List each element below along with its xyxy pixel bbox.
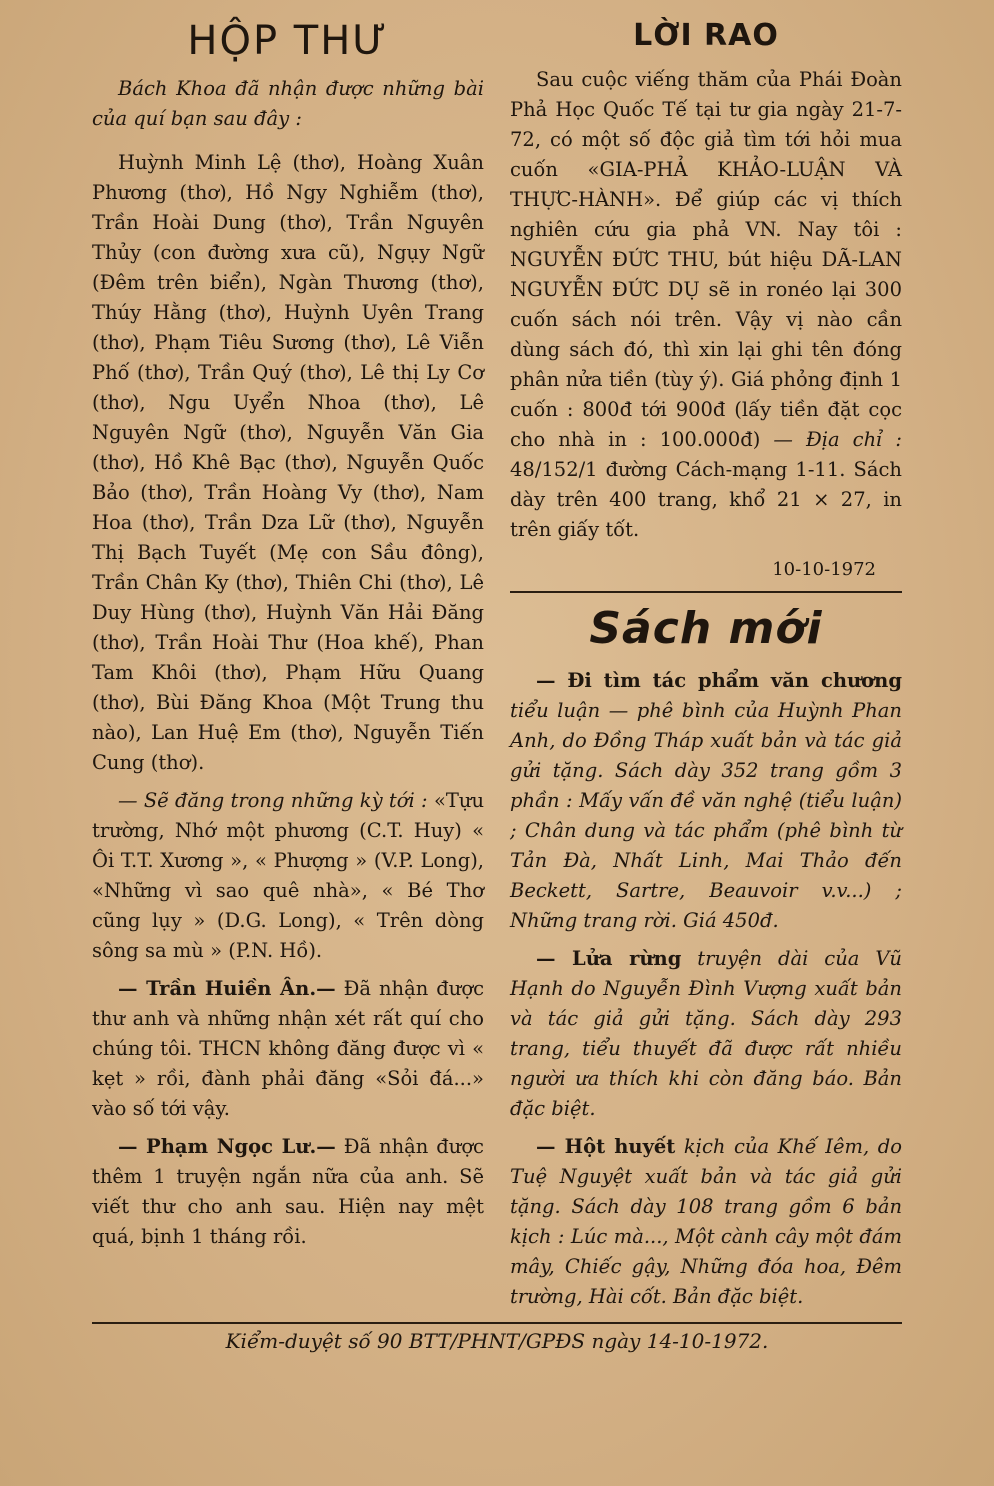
book-entry-1 (510, 666, 902, 936)
notice-text: Sau cuộc viếng thăm của Phái Đoàn Phả Học Quốc Tế tại tư gia ngày 21-7-72, có một số độc giả tìm tới hỏi mua cuốn «GIA-PHẢ KHẢO-LUẬN VÀ THỰC-HÀNH». Để giúp các vị thích nghiên cứu gia phả VN. Nay tôi : NGUYỄN ĐỨC THU, bút hiệu DÃ-LAN NGUYỄN ĐỨC DỤ sẽ in ronéo lại 300 cuốn sách nói trên. Vậy vị nào cần dùng sách đó, thì xin lại ghi tên đóng phân nửa tiền (tùy ý). Giá phỏng định 1 cuốn : 800đ tới 900đ (lấy tiền đặt cọc cho nhà in : 100.000đ) (510, 68, 902, 451)
book3-text: kịch của Khế Iêm, do Tuệ Nguyệt xuất bản và tác giả gửi tặng. Sách dày 108 trang gồm 6 bản kịch : Lúc mà..., Một cành cây một đám mây, Chiếc gậy, Những đóa hoa, Đêm trường, Hài cốt. Bản đặc biệt. (510, 1135, 903, 1308)
book2-text: truyện dài của Vũ Hạnh do Nguyễn Đình Vượng xuất bản và tác giả gửi tặng. Sách dày 293 trang, tiểu thuyết đã được rất nhiều người ưa thích khi còn đăng báo. Bản đặc biệt. (510, 947, 902, 1120)
mailbox-title: HỘP THƯ (187, 18, 389, 64)
book3-title: — Hột huyết (536, 1135, 676, 1158)
notice-date: 10-10-1972 (772, 559, 876, 580)
address-lead: — Địa chỉ : (773, 428, 902, 451)
received-works-list: Huỳnh Minh Lệ (thơ), Hoàng Xuân Phương (thơ), Hồ Ngy Nghiễm (thơ), Trần Hoài Dung (thơ), Trần Nguyên Thủy (con đường xưa cũ), Ngụy Ngữ (Đêm trên biển), Ngàn Thương (thơ), Thúy Hằng (thơ), Huỳnh Uyên Trang (thơ), Phạm Tiêu Sương (thơ), Lê Viễn Phố (thơ), Trần Quý (thơ), Lê thị Ly Cơ (thơ), Ngu Uyển Nhoa (thơ), Lê Nguyên Ngữ (thơ), Nguyễn Văn Gia (thơ), Hồ Khê Bạc (thơ), Nguyễn Quốc Bảo (thơ), Trần Hoàng Vy (thơ), Nam Hoa (thơ), Trần Dza Lữ (thơ), Nguyễn Thị Bạch Tuyết (Mẹ con Sầu đông), Trần Chân Ky (thơ), Thiên Chi (thơ), Lê Duy Hùng (thơ), Huỳnh Văn Hải Đăng (thơ), Trần Hoài Thư (Hoa khế), Phan Tam Khôi (thơ), Phạm Hữu Quang (thơ), Bùi Đăng Khoa (Một Trung thu nào), Lan Huệ Em (thơ), Nguyễn Tiến Cung (thơ). (92, 151, 484, 774)
section-divider (510, 591, 902, 593)
new-books-title: Sách mới (589, 603, 823, 654)
reply-tran-huien-an (92, 974, 484, 1124)
notice-title: LỜI RAO (633, 18, 779, 53)
reply1-text: Đã nhận được thư anh và những nhận xét rất quí cho chúng tôi. THCN không đăng được vì « kẹt » rồi, đành phải đăng «Sỏi đá...» vào số tới vậy. (92, 977, 484, 1120)
footer-divider (92, 1322, 902, 1324)
censorship-footer: Kiểm-duyệt số 90 BTT/PHNT/GPĐS ngày 14-10-1972. (225, 1329, 769, 1353)
mailbox-column (92, 18, 484, 1252)
book1-text: tiểu luận — phê bình của Huỳnh Phan Anh, do Đồng Tháp xuất bản và tác giả gửi tặng. Sách dày 352 trang gồm 3 phần : Mấy vấn đề văn nghệ (tiểu luận) ; Chân dung và tác phẩm (phê bình từ Tản Đà, Nhất Linh, Mai Thảo đến Beckett, Sartre, Beauvoir v.v...) ; Những trang rời. Giá 450đ. (510, 699, 902, 932)
reply2-name: — Phạm Ngọc Lư.— (118, 1135, 336, 1158)
notice-body (510, 65, 902, 545)
reply2-text: Đã nhận được thêm 1 truyện ngắn nữa của anh. Sẽ viết thư cho anh sau. Hiện nay mệt quá, bịnh 1 tháng rồi. (92, 1135, 484, 1248)
upcoming-lead: — Sẽ đăng trong những kỳ tới : (118, 789, 428, 812)
notice-column (510, 18, 902, 1312)
address-text: 48/152/1 đường Cách-mạng 1-11. Sách dày trên 400 trang, khổ 21 × 27, in trên giấy tốt. (510, 458, 902, 541)
book1-title: — Đi tìm tác phẩm văn chương (536, 669, 902, 692)
reply-pham-ngoc-lu (92, 1132, 484, 1252)
reply1-name: — Trần Huiền Ân.— (118, 977, 336, 1000)
book-entry-2 (510, 944, 902, 1124)
upcoming-notice (92, 786, 484, 966)
book-entry-3 (510, 1132, 902, 1312)
upcoming-text: «Tựu trường, Nhớ một phương (C.T. Huy) « Ôi T.T. Xương », « Phượng » (V.P. Long), «Những vì sao quê nhà», « Bé Thơ cũng lụy » (D.G. Long), « Trên dòng sông sa mù » (P.N. Hồ). (92, 789, 485, 962)
book2-title: — Lửa rừng (536, 947, 682, 970)
mailbox-intro: Bách Khoa đã nhận được những bài của quí bạn sau đây : (92, 77, 484, 130)
